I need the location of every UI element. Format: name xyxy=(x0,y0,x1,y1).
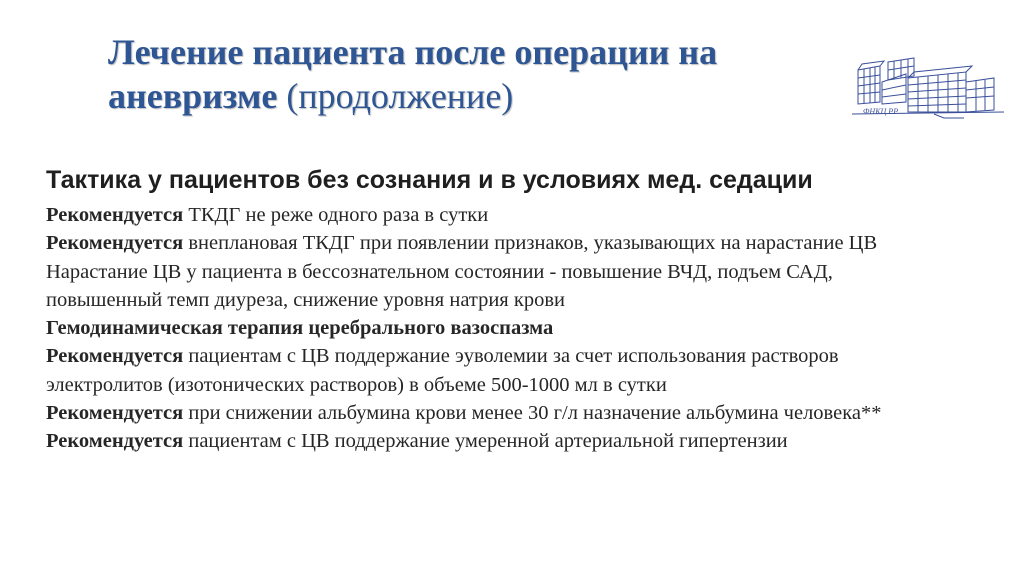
recommendation-line xyxy=(46,399,1016,427)
slide-title-suffix: (продолжение) xyxy=(286,76,514,116)
section-subtitle: Тактика у пациентов без сознания и в условиях мед. седации xyxy=(46,166,813,194)
recommendation-line xyxy=(46,342,1016,370)
line-text: электролитов (изотонических растворов) в объеме 500-1000 мл в сутки xyxy=(46,373,667,396)
recommendation-line xyxy=(46,229,1016,257)
recommendation-line xyxy=(46,201,1016,229)
line-bold: Рекомендуется xyxy=(46,345,184,368)
line-bold: Рекомендуется xyxy=(46,402,184,425)
line-bold: Рекомендуется xyxy=(46,430,184,453)
line-text: пациентам с ЦВ поддержание умеренной артериальной гипертензии xyxy=(183,430,788,453)
slide-title xyxy=(108,30,828,118)
recommendation-line xyxy=(46,258,1016,286)
recommendations-list xyxy=(46,201,1016,456)
line-text: при снижении альбумина крови менее 30 г/л назначение альбумина человека** xyxy=(183,402,882,425)
line-bold: Гемодинамическая терапия церебрального вазоспазма xyxy=(46,317,554,340)
recommendation-line xyxy=(46,371,1016,399)
section-heading-line xyxy=(46,314,1016,342)
recommendation-line xyxy=(46,286,1016,314)
line-text: пациентам с ЦВ поддержание эуволемии за счет использования растворов xyxy=(183,345,839,368)
line-text: ТКДГ не реже одного раза в сутки xyxy=(183,204,489,226)
line-text: повышенный темп диуреза, снижение уровня натрия крови xyxy=(46,288,565,311)
slide-title-main: Лечение пациента после операции на аневризме xyxy=(108,32,718,116)
line-text: Нарастание ЦВ у пациента в бессознательном состоянии - повышение ВЧД, подъем САД, xyxy=(46,260,833,283)
line-text: внеплановая ТКДГ при появлении признаков, указывающих на нарастание ЦВ xyxy=(183,232,878,255)
logo-caption: ФНКЦ РР xyxy=(863,107,899,116)
line-bold: Рекомендуется xyxy=(46,204,184,226)
recommendation-line xyxy=(46,427,1016,455)
line-bold: Рекомендуется xyxy=(46,232,184,255)
